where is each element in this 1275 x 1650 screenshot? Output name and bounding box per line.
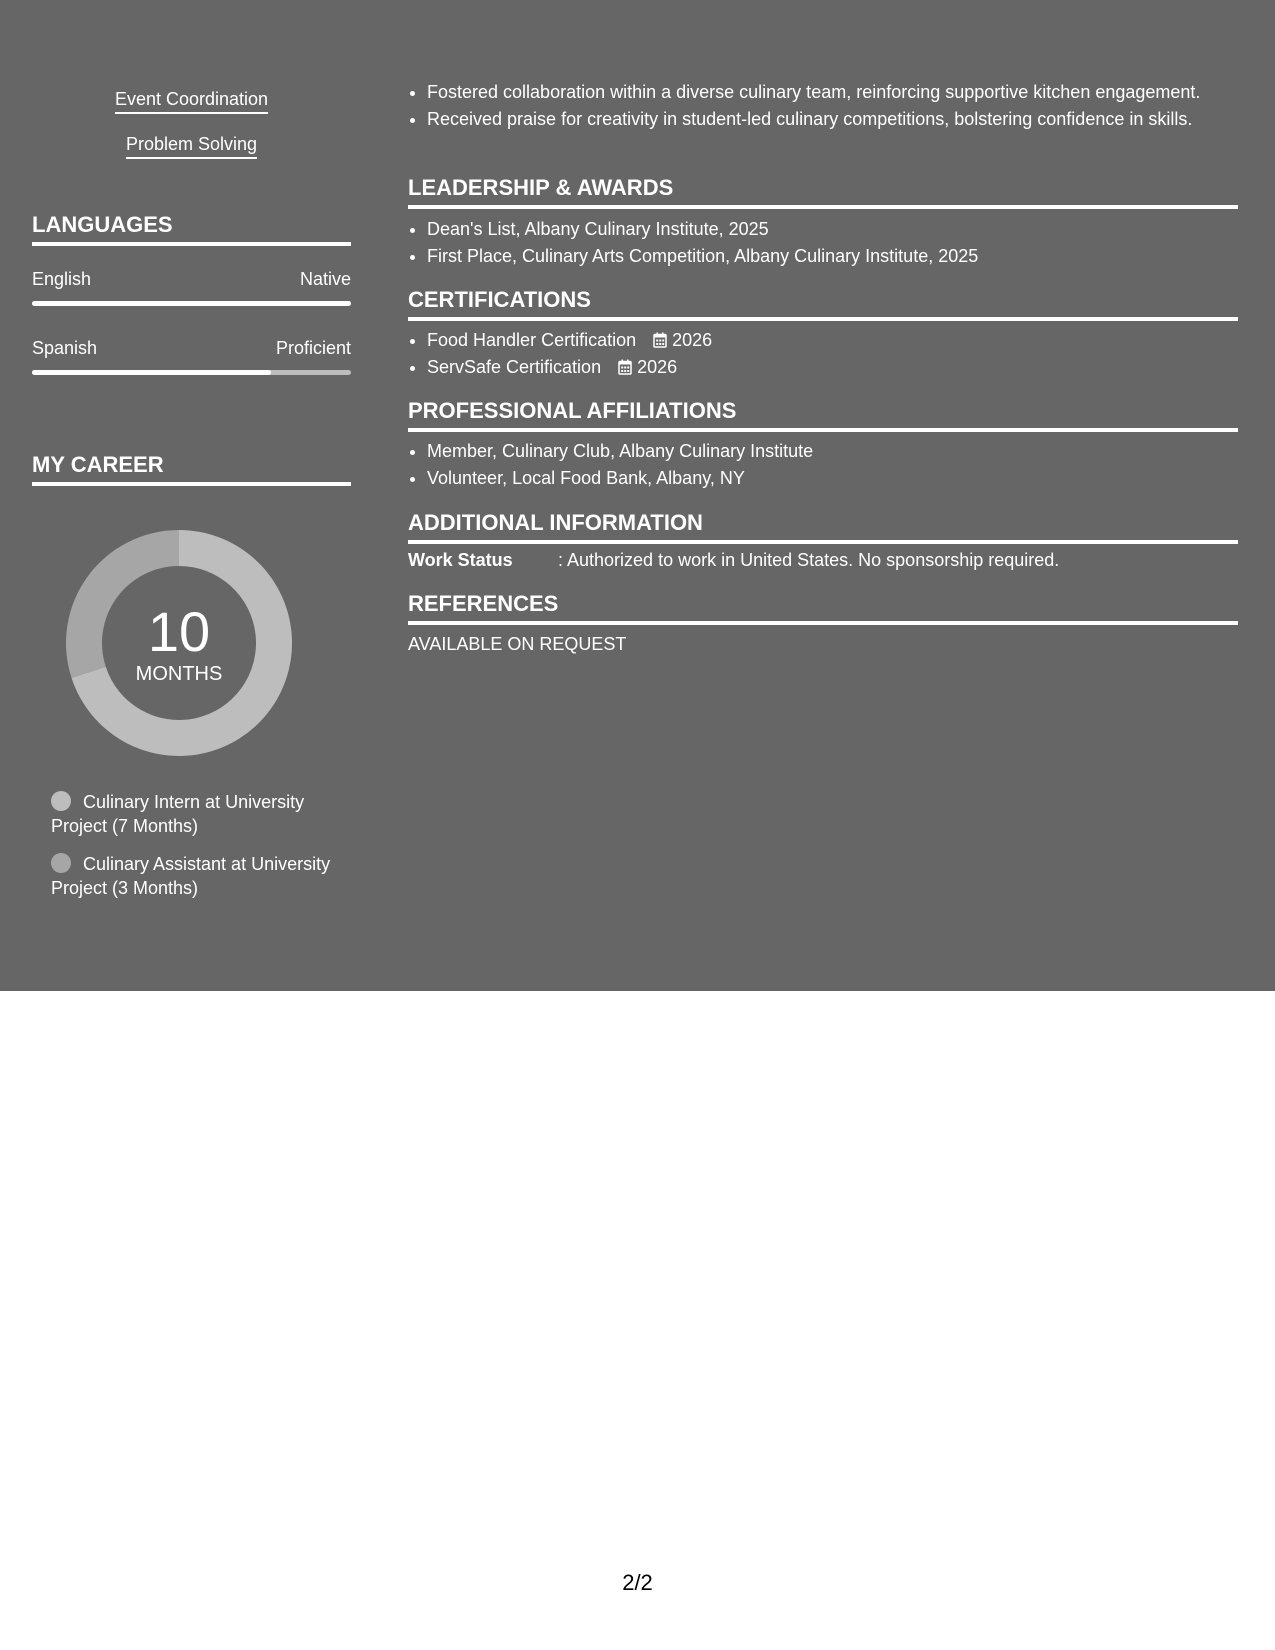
certifications-list xyxy=(408,328,1238,382)
language-level: Native xyxy=(299,269,351,289)
certifications-heading: CERTIFICATIONS xyxy=(408,287,1238,321)
career-legend-item: Culinary Intern at University Project (7 Months) xyxy=(51,792,305,836)
career-total-unit: MONTHS xyxy=(135,663,223,685)
language-name: Spanish xyxy=(32,338,98,358)
list-item: • Received praise for creativity in student-led culinary competitions, bolstering confidence in skills. xyxy=(427,107,1238,131)
list-item: • ServSafe Certification 2026 xyxy=(427,355,1238,379)
references-heading: REFERENCES xyxy=(408,591,1238,625)
career-legend-item: Culinary Assistant at University Project (3 Months) xyxy=(51,854,331,898)
language-proficiency-bar xyxy=(32,370,351,375)
languages-heading: LANGUAGES xyxy=(32,212,351,246)
calendar-icon xyxy=(618,359,632,375)
calendar-icon xyxy=(653,332,667,348)
experience-bullet-list xyxy=(408,80,1238,134)
list-item: • Member, Culinary Club, Albany Culinary Institute xyxy=(427,439,1238,463)
career-total-months: 10 xyxy=(147,600,211,663)
legend-dot xyxy=(51,853,71,873)
language-level: Proficient xyxy=(275,338,351,358)
leadership-list xyxy=(408,217,1238,271)
list-item: • Volunteer, Local Food Bank, Albany, NY xyxy=(427,466,1238,490)
career-legend xyxy=(51,790,331,914)
work-status-row xyxy=(408,548,1059,572)
career-donut-chart xyxy=(66,530,292,756)
work-status-value: : Authorized to work in United States. No sponsorship required. xyxy=(558,550,1060,570)
language-spanish xyxy=(32,337,351,375)
language-proficiency-bar xyxy=(32,301,351,306)
legend-dot xyxy=(51,791,71,811)
list-item: • Fostered collaboration within a diverse culinary team, reinforcing supportive kitchen engagement. xyxy=(427,80,1238,104)
language-english xyxy=(32,268,351,306)
skill-item: Problem Solving xyxy=(32,133,351,159)
list-item: • First Place, Culinary Arts Competition, Albany Culinary Institute, 2025 xyxy=(427,244,1238,268)
career-heading: MY CAREER xyxy=(32,452,351,486)
list-item: • Food Handler Certification 2026 xyxy=(427,328,1238,352)
language-name: English xyxy=(32,269,92,289)
affiliations-heading: PROFESSIONAL AFFILIATIONS xyxy=(408,398,1238,432)
work-status-label: Work Status xyxy=(408,550,513,570)
references-text: AVAILABLE ON REQUEST xyxy=(408,634,627,654)
skill-item: Event Coordination xyxy=(32,88,351,114)
language-proficiency-fill xyxy=(32,370,271,375)
language-proficiency-fill xyxy=(32,301,351,306)
affiliations-list xyxy=(408,439,1238,493)
additional-info-heading: ADDITIONAL INFORMATION xyxy=(408,510,1238,544)
leadership-heading: LEADERSHIP & AWARDS xyxy=(408,175,1238,209)
list-item: • Dean's List, Albany Culinary Institute, 2025 xyxy=(427,217,1238,241)
page-number: 2/2 xyxy=(622,1570,653,1595)
